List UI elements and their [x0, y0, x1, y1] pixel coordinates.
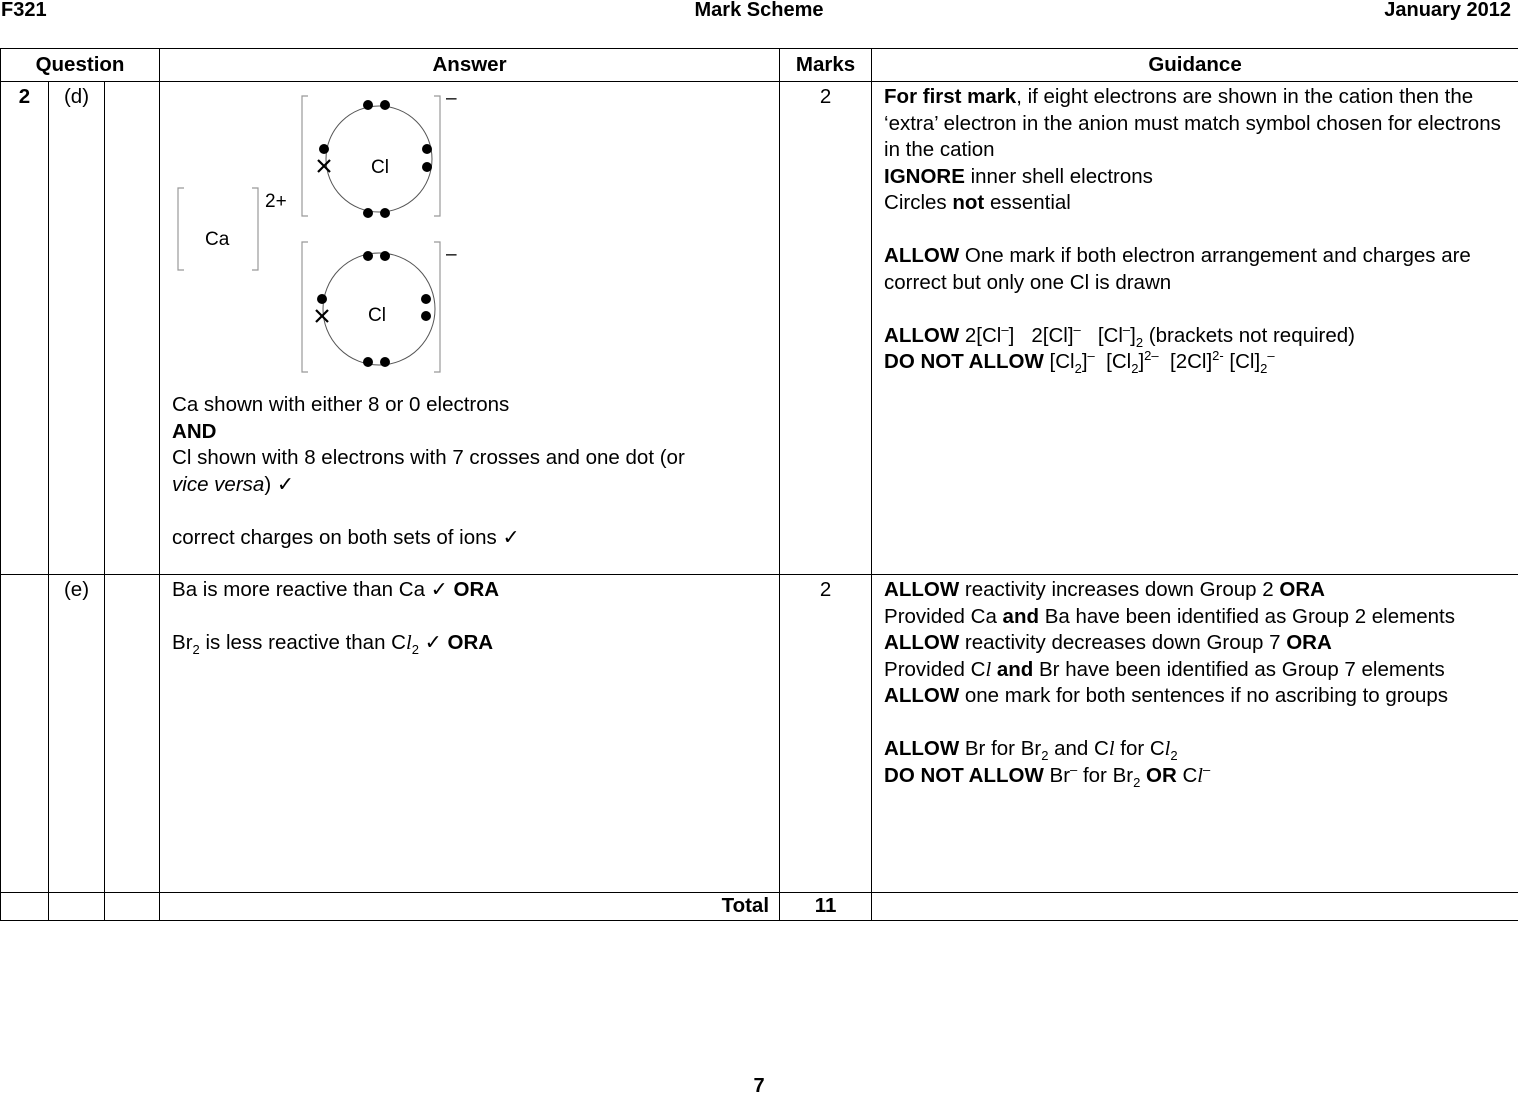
- guidance-paragraph: ALLOW Br for $Br_2$ and Cl for $Cl_2$: [884, 736, 1510, 763]
- guidance-text: 2[Cl: [959, 324, 1001, 347]
- guidance-bold: DO NOT ALLOW: [884, 764, 1044, 787]
- question-part-e: (e): [49, 575, 105, 893]
- total-marks: 11: [780, 893, 872, 921]
- table-row-e: [1, 575, 1518, 893]
- guidance-bold: ALLOW: [884, 324, 959, 347]
- total-label: Total: [160, 893, 780, 921]
- page-number: 7: [0, 1073, 1518, 1100]
- guidance-text: Br for Br: [959, 737, 1041, 760]
- answer-line: [172, 472, 769, 499]
- guidance-bold: ALLOW: [884, 578, 959, 601]
- answer-line: correct charges on both sets of ions ✓: [172, 525, 769, 552]
- spacer: [172, 604, 769, 631]
- header-guidance: Guidance: [872, 49, 1518, 82]
- guidance-bold: ALLOW: [884, 244, 959, 267]
- guidance-paragraph: [884, 190, 1510, 217]
- paper-code: F321: [1, 0, 47, 24]
- guidance-bold: and: [991, 658, 1033, 681]
- answer-text: is less reactive than C: [200, 631, 406, 654]
- empty-cell: [1, 893, 49, 921]
- answer-line: [172, 577, 769, 604]
- answer-italic: l: [406, 632, 412, 654]
- header-row: [1, 49, 1518, 82]
- answer-subscript: 2: [193, 642, 200, 657]
- answer-cell-e: [160, 575, 780, 893]
- sub-part-empty: [105, 575, 160, 893]
- guidance-cell-e: [872, 575, 1518, 893]
- spacer: [884, 296, 1510, 323]
- empty-cell: [49, 893, 105, 921]
- answer-line: Ca shown with either 8 or 0 electrons: [172, 392, 769, 419]
- guidance-paragraph: [884, 84, 1510, 164]
- guidance-paragraph: [884, 657, 1510, 684]
- guidance-paragraph: DO NOT ALLOW Br– for $Br_2$ OR Cl–: [884, 763, 1510, 790]
- guidance-text: Circles: [884, 191, 952, 214]
- chloride-charge-bottom: –: [446, 244, 457, 265]
- answer-bold: ORA: [454, 578, 500, 601]
- guidance-bold: IGNORE: [884, 165, 965, 188]
- answer-text: Ba is more reactive than Ca ✓: [172, 578, 454, 601]
- answer-bold: ORA: [448, 631, 494, 654]
- answer-tick: ) ✓: [264, 473, 294, 496]
- guidance-paragraph: ALLOW 2[Cl–] 2[Cl]– $[Cl^-]_2$ (brackets not required): [884, 323, 1510, 350]
- answer-subscript: 2: [412, 642, 419, 657]
- answer-line: [172, 630, 769, 657]
- answer-cell-d: [160, 82, 780, 575]
- dot-cross-diagram: [172, 84, 769, 392]
- header-answer: Answer: [160, 49, 780, 82]
- chlorine-symbol-bottom: Cl: [368, 305, 386, 326]
- chloride-charge-top: –: [446, 88, 457, 109]
- guidance-paragraph: [884, 683, 1510, 710]
- guidance-paragraph: [884, 577, 1510, 604]
- answer-tick: ✓: [419, 631, 448, 654]
- guidance-text: Provided C: [884, 658, 985, 681]
- guidance-bold: DO NOT ALLOW: [884, 350, 1044, 373]
- guidance-bold: ALLOW: [884, 684, 959, 707]
- guidance-text: Br: [1044, 764, 1070, 787]
- question-number-empty: [1, 575, 49, 893]
- guidance-bold: ALLOW: [884, 631, 959, 654]
- question-number: 2: [1, 82, 49, 575]
- empty-cell: [105, 893, 160, 921]
- calcium-charge: 2+: [265, 191, 287, 212]
- header-question: Question: [1, 49, 160, 82]
- document-title: Mark Scheme: [0, 0, 1518, 24]
- guidance-bold: ALLOW: [884, 737, 959, 760]
- guidance-paragraph: [884, 604, 1510, 631]
- empty-cell: [872, 893, 1518, 921]
- table-row-d: [1, 82, 1518, 575]
- total-row: [1, 893, 1518, 921]
- guidance-bold: ORA: [1279, 578, 1325, 601]
- guidance-text: inner shell electrons: [965, 165, 1153, 188]
- guidance-text: Ba have been identified as Group 2 elements: [1039, 605, 1455, 628]
- guidance-text: reactivity decreases down Group 7: [959, 631, 1286, 654]
- chlorine-symbol-top: Cl: [371, 157, 389, 178]
- spacer: [172, 498, 769, 525]
- guidance-text: , if eight electrons are shown in the cation then the ‘extra’ electron in the anion must match symbol chosen for electrons in the cation: [884, 85, 1501, 161]
- calcium-symbol: Ca: [205, 229, 230, 250]
- answer-line: AND: [172, 419, 769, 446]
- guidance-paragraph: [884, 164, 1510, 191]
- marks-d: 2: [780, 82, 872, 575]
- spacer: [884, 710, 1510, 737]
- dot-cross-svg: [172, 84, 772, 392]
- guidance-bold: and: [1003, 605, 1039, 628]
- guidance-text: One mark if both electron arrangement and charges are correct but only one Cl is drawn: [884, 244, 1471, 294]
- guidance-bold: For first mark: [884, 85, 1016, 108]
- guidance-text: Br have been identified as Group 7 elements: [1033, 658, 1444, 681]
- guidance-text: essential: [984, 191, 1071, 214]
- answer-italic: vice versa: [172, 473, 264, 496]
- answer-line: Cl shown with 8 electrons with 7 crosses and one dot (or: [172, 445, 769, 472]
- answer-text: Br: [172, 631, 193, 654]
- guidance-bold: not: [952, 191, 984, 214]
- guidance-text: [Cl: [1044, 350, 1075, 373]
- question-part-d: (d): [49, 82, 105, 575]
- guidance-bold: ORA: [1286, 631, 1332, 654]
- guidance-text: reactivity increases down Group 2: [959, 578, 1279, 601]
- exam-date: January 2012: [1384, 0, 1511, 24]
- mark-scheme-table: [0, 48, 1518, 921]
- marks-e: 2: [780, 575, 872, 893]
- spacer: [884, 217, 1510, 244]
- guidance-paragraph: DO NOT ALLOW $[Cl_2]^-$ $[Cl_2]^{2-}$ $[2Cl]^{2-}$ $[Cl]_2^-$: [884, 349, 1510, 376]
- guidance-paragraph: [884, 630, 1510, 657]
- guidance-paragraph: [884, 243, 1510, 296]
- guidance-text: one mark for both sentences if no ascribing to groups: [959, 684, 1448, 707]
- header-marks: Marks: [780, 49, 872, 82]
- guidance-text: Provided Ca: [884, 605, 1003, 628]
- guidance-cell-d: [872, 82, 1518, 575]
- sub-part-empty: [105, 82, 160, 575]
- guidance-italic: l: [985, 659, 991, 681]
